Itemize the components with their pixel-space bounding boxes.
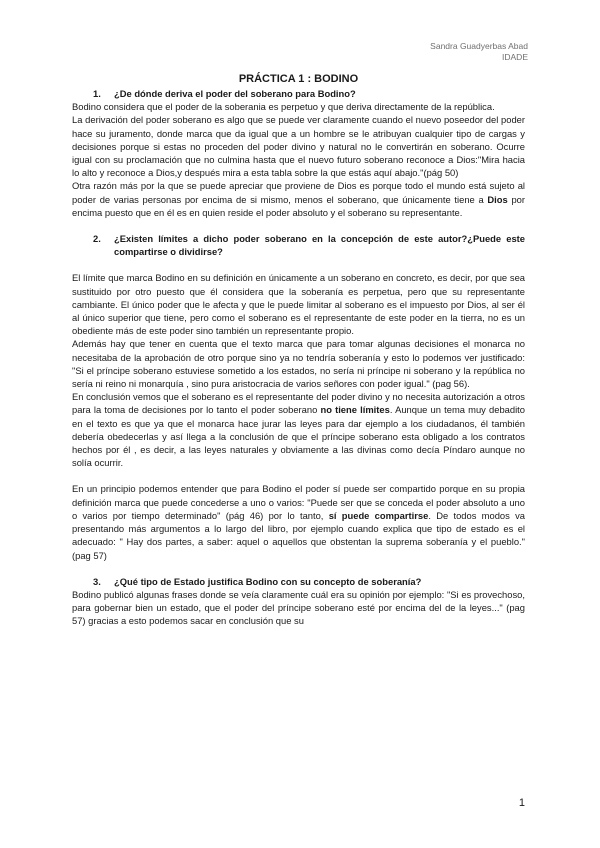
question-3-heading — [72, 575, 525, 588]
institution-name: IDADE — [502, 52, 528, 62]
paragraph: Además hay que tener en cuenta que el texto marca que para tomar algunas decisiones el monarca no necesitaba de la aprobación de otro porque sino ya no tendría soberanía y esto lo podemos ver justificado: "Si el príncipe soberano estuviese sometido a los estados, no sería ni príncipe ni soberano y la república no sería ni reino ni monarquía , sino pura aristocracia de varios señores con poder igual." (pag 56). — [72, 338, 525, 390]
page-header — [430, 41, 528, 63]
page-number: 1 — [518, 797, 525, 809]
question-text: ¿Qué tipo de Estado justifica Bodino con su concepto de soberanía? — [114, 575, 422, 587]
bold-emphasis: no tiene límites — [320, 404, 390, 416]
paragraph: En un principio podemos entender que para Bodino el poder sí puede ser compartido porque en su propia definición marca que puede concederse a uno o varios: "Puede ser que se conceda el poder absoluto a uno o varios por tiempo determinado" (pág 46) por lo tanto, sí puede compartirse. De todos modos va presentando más argumentos a lo largo del libro, por ejemplo cuando explica que tipo de estado es el adecuado: " Hay dos partes, a saber: aquel o aquellos que obstentan la suprema soberanía y el pueblo." (pag 57) — [72, 483, 525, 561]
bold-emphasis: Dios — [487, 193, 508, 205]
question-number: 2. — [93, 233, 101, 245]
question-2-heading — [72, 232, 525, 258]
paragraph: Otra razón más por la que se puede apreciar que proviene de Dios es porque todo el mundo está sujeto al poder de varias personas por encima de si mismo, menos el soberano, que únicamente tiene a Dios por encima puesto que en él es en quien reside el poder absoluto y el soberano su representante. — [72, 180, 526, 218]
question-1-heading — [72, 87, 525, 100]
paragraph: El límite que marca Bodino en su definición en únicamente a un soberano en concreto, es decir, por que sea sustituido por otro puesto que él considera que la soberanía es perpetua, pero que su representante cambiante. El único poder que le afecta y que le puede limitar al soberano es el impuesto por Dios, al ser él al único superior que tiene, pero como el soberano es el representante de este poder en la tierra, no es un obediente más de este poder sino también un representante propio. — [72, 272, 525, 337]
paragraph: En conclusión vemos que el soberano es el representante del poder divino y no necesita autorización a otros para la toma de decisiones por lo tanto el poder soberano no tiene límites. Aunque un tema muy debadito en el texto es que ya que el monarca hace jurar las leyes para dar ejemplo a los ciudadanos, él también debería obedecerlas y así llega a la conclusión de que el príncipe soberano esta obligado a los contratos hechos por él , es decir, a las leyes naturales y obviamente a las divinas como decía Píndaro aunque no solía ocurrir. — [72, 391, 525, 469]
bold-emphasis: sí puede compartirse — [328, 509, 429, 521]
document-title: PRÁCTICA 1 : BODINO — [238, 73, 359, 85]
paragraph: Bodino considera que el poder de la soberania es perpetuo y que deriva directamente de la república. — [72, 101, 495, 113]
paragraph: Bodino publicó algunas frases donde se veía claramente cuál era su opinión por ejemplo: "Si es provechoso, para gobernar bien un estado, que el poder del príncipe soberano esté por encima del de la leyes..." (pag 57) gracias a esto podemos sacar en conclusión que su — [72, 588, 525, 627]
author-name: Sandra Guadyerbas Abad — [430, 41, 528, 51]
question-text: ¿De dónde deriva el poder del soberano para Bodino? — [114, 88, 356, 99]
document-body — [72, 73, 525, 628]
question-number: 3. — [93, 575, 101, 587]
question-text: ¿Existen límites a dicho poder soberano en la concepción de este autor?¿Puede este compartirse o dividirse? — [114, 233, 525, 258]
question-number: 1. — [93, 88, 101, 99]
paragraph: La derivación del poder soberano es algo que se puede ver claramente cuando el nuevo poseedor del poder hace su juramento, donde marca que da igual que a un hombre se le atribuyan cualquier tipo de cargas y decisiones porque si estas no proceden del poder divino y natural no le convertirán en soberano. Ocurre igual con su proclamación que no culmina hasta que el nuevo futuro soberano reconoce a Dios:"Mira hacia lo alto y reconoce a Dios,y después mira a esta tabla sobre la que estás aquí abajo."(pág 50) — [72, 114, 525, 179]
